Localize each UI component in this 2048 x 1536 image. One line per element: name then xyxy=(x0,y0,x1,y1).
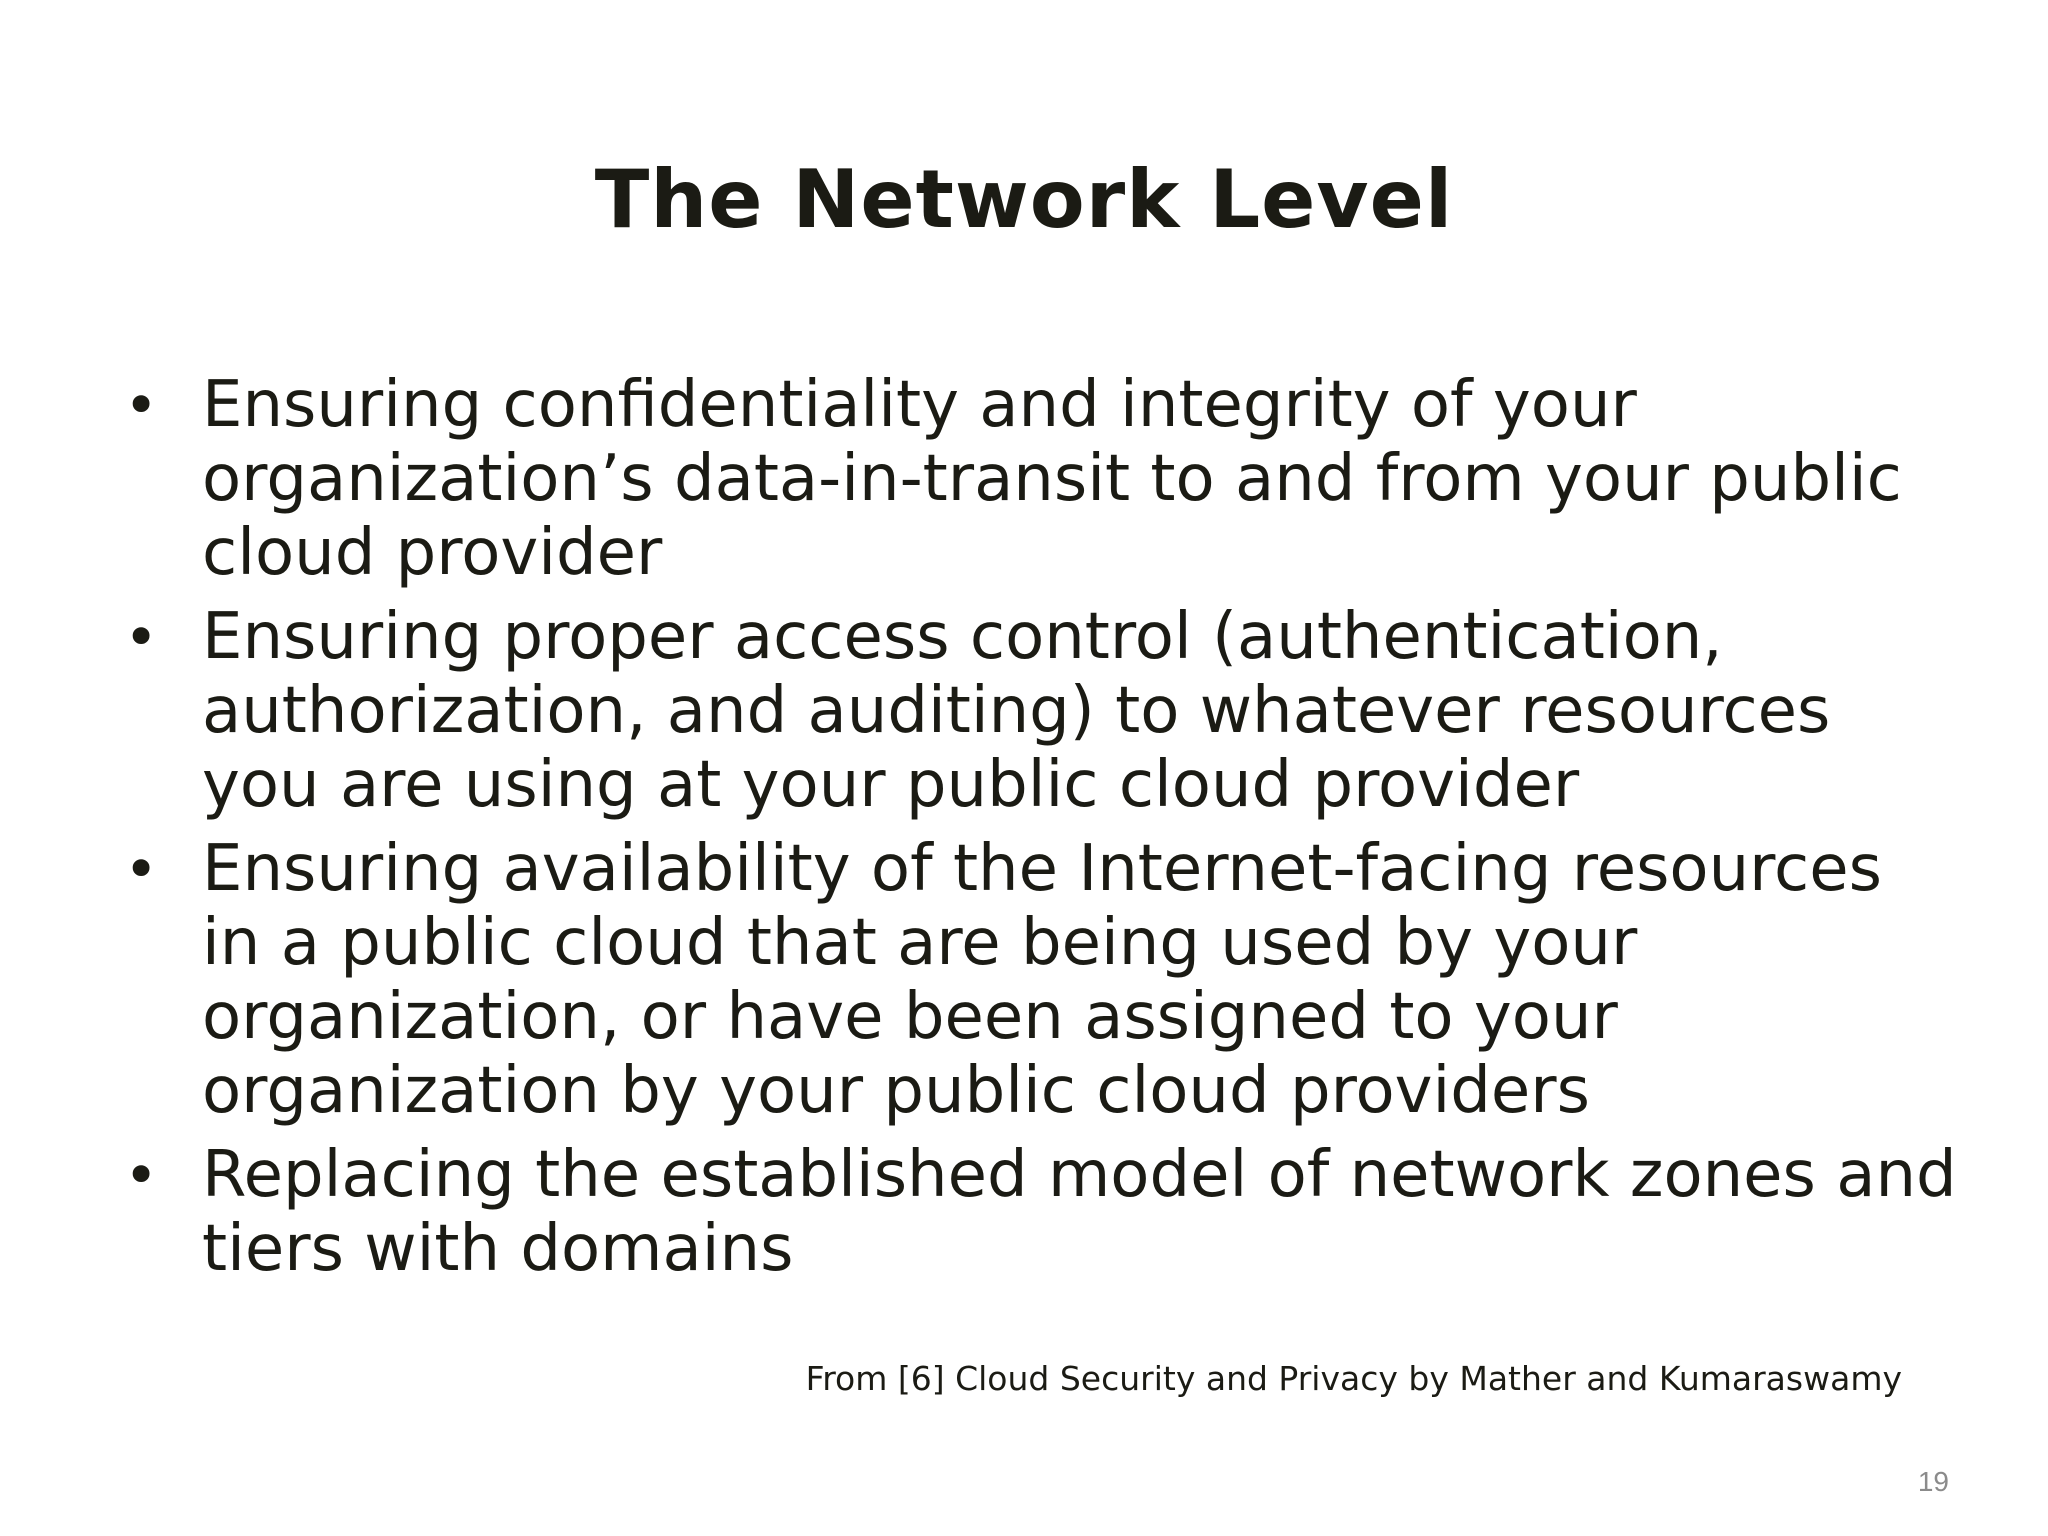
bullet-item-access-control xyxy=(120,600,1960,822)
bullet-icon: • xyxy=(124,835,159,903)
page-number: 19 xyxy=(1917,1466,1949,1497)
bullet-icon: • xyxy=(124,1141,159,1209)
slide-title: The Network Level xyxy=(594,153,1454,246)
bullet-list xyxy=(120,368,1960,1296)
bullet-text: Ensuring confidentiality and integrity of your organization’s data-in-transit to and from your public cloud provider xyxy=(202,368,1902,590)
bullet-icon: • xyxy=(124,371,159,439)
bullet-text: Replacing the established model of network zones and tiers with domains xyxy=(202,1138,1957,1286)
bullet-text: Ensuring proper access control (authentication, authorization, and auditing) to whatever resources you are using at your public cloud provider xyxy=(202,600,1831,822)
bullet-item-availability xyxy=(120,832,1960,1128)
bullet-text: Ensuring availability of the Internet-facing resources in a public cloud that are being used by your organization, or have been assigned to your organization by your public cloud providers xyxy=(202,832,1882,1128)
source-citation: From [6] Cloud Security and Privacy by Mather and Kumaraswamy xyxy=(805,1359,1902,1398)
bullet-item-confidentiality xyxy=(120,368,1960,590)
bullet-item-network-zones xyxy=(120,1138,1960,1286)
bullet-icon: • xyxy=(124,603,159,671)
